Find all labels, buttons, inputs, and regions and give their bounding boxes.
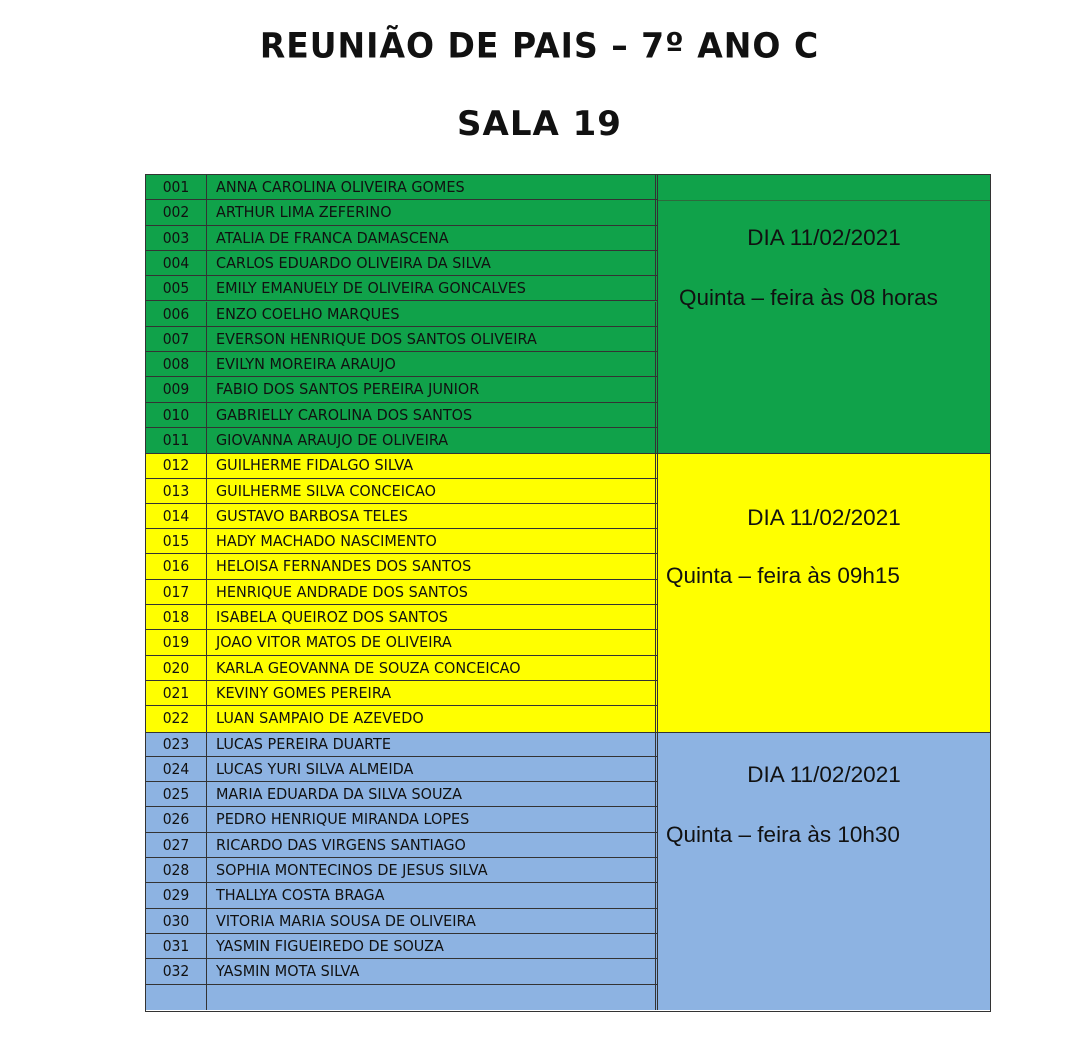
student-row (146, 352, 657, 377)
student-number: 026 (146, 807, 207, 831)
student-number: 001 (146, 175, 207, 199)
schedule-group (146, 732, 990, 1010)
student-name (207, 833, 656, 857)
student-name (207, 807, 656, 831)
student-name (207, 883, 656, 907)
schedule-info-panel (657, 453, 990, 731)
student-name (207, 858, 656, 882)
student-name (207, 175, 656, 199)
student-name (207, 630, 656, 654)
student-name (207, 656, 656, 680)
student-name-text: EVILYN MOREIRA ARAUJO (216, 355, 396, 374)
student-row (146, 276, 657, 301)
student-number: 008 (146, 352, 207, 376)
student-row (146, 605, 657, 630)
meeting-time: Quinta – feira às 08 horas (679, 285, 938, 310)
student-number (146, 985, 207, 1010)
student-name (207, 934, 656, 958)
student-name (207, 428, 656, 453)
student-name-text: ANNA CAROLINA OLIVEIRA GOMES (216, 178, 465, 196)
student-row (146, 630, 657, 655)
student-number: 012 (146, 453, 207, 477)
student-row (146, 554, 657, 579)
student-row (146, 985, 657, 1010)
student-name-text: KARLA GEOVANNA DE SOUZA CONCEICAO (216, 658, 521, 677)
student-row (146, 909, 657, 934)
page-title: REUNIÃO DE PAIS – 7º ANO C (259, 25, 820, 66)
schedule-group (146, 453, 990, 731)
student-number: 027 (146, 833, 207, 857)
student-name (207, 251, 656, 275)
student-name-text: GABRIELLY CAROLINA DOS SANTOS (216, 405, 473, 424)
student-name (207, 732, 656, 756)
student-number: 023 (146, 732, 207, 756)
student-row (146, 327, 657, 352)
student-name-text: YASMIN FIGUEIREDO DE SOUZA (216, 936, 444, 955)
student-name-text: THALLYA COSTA BRAGA (216, 886, 385, 905)
student-number: 010 (146, 403, 207, 427)
student-number: 009 (146, 377, 207, 401)
student-name-text: MARIA EDUARDA DA SILVA SOUZA (216, 785, 462, 804)
student-name (207, 504, 656, 528)
student-name (207, 605, 656, 629)
room-subtitle: SALA 19 (457, 104, 622, 144)
student-name (207, 580, 656, 604)
student-name (207, 529, 656, 553)
student-number: 014 (146, 504, 207, 528)
student-row (146, 251, 657, 276)
student-name-text: LUAN SAMPAIO DE AZEVEDO (216, 709, 424, 728)
student-name-text: SOPHIA MONTECINOS DE JESUS SILVA (216, 861, 488, 880)
student-schedule-table (145, 174, 991, 1012)
student-number: 028 (146, 858, 207, 882)
student-number: 018 (146, 605, 207, 629)
student-number: 013 (146, 479, 207, 503)
student-name-text: VITORIA MARIA SOUSA DE OLIVEIRA (216, 911, 476, 930)
meeting-time: Quinta – feira às 10h30 (666, 821, 900, 847)
student-name (207, 985, 656, 1010)
student-name-text: ATALIA DE FRANCA DAMASCENA (216, 228, 449, 247)
student-name (207, 276, 656, 300)
student-number: 004 (146, 251, 207, 275)
student-name-text: YASMIN MOTA SILVA (216, 962, 360, 981)
student-row (146, 858, 657, 883)
student-number: 029 (146, 883, 207, 907)
student-name (207, 352, 656, 376)
student-row (146, 175, 657, 200)
student-row (146, 959, 657, 984)
meeting-date: DIA 11/02/2021 (747, 761, 901, 787)
student-row (146, 757, 657, 782)
student-name (207, 681, 656, 705)
student-name (207, 959, 656, 983)
student-number: 011 (146, 428, 207, 453)
student-number: 030 (146, 909, 207, 933)
student-row (146, 226, 657, 251)
student-name (207, 479, 656, 503)
student-name (207, 200, 656, 224)
student-number: 015 (146, 529, 207, 553)
student-row (146, 580, 657, 605)
student-name-text: ENZO COELHO MARQUES (216, 304, 400, 323)
student-number: 003 (146, 226, 207, 250)
student-number: 006 (146, 302, 207, 326)
student-row (146, 782, 657, 807)
student-row (146, 681, 657, 706)
meeting-date: DIA 11/02/2021 (747, 505, 901, 531)
student-name (207, 226, 656, 250)
student-number: 022 (146, 706, 207, 731)
student-row (146, 807, 657, 832)
schedule-info-panel (657, 175, 990, 453)
student-number: 007 (146, 327, 207, 351)
student-row (146, 428, 657, 453)
student-number: 024 (146, 757, 207, 781)
student-number: 002 (146, 200, 207, 224)
student-name-text: PEDRO HENRIQUE MIRANDA LOPES (216, 810, 470, 829)
student-name (207, 327, 656, 351)
student-name (207, 757, 656, 781)
student-name-text: ARTHUR LIMA ZEFERINO (216, 203, 392, 222)
student-row (146, 656, 657, 681)
student-row (146, 833, 657, 858)
student-name-text: GUILHERME FIDALGO SILVA (216, 456, 414, 475)
group-divider (146, 732, 990, 733)
student-name (207, 706, 656, 731)
student-row (146, 504, 657, 529)
student-name-text: EVERSON HENRIQUE DOS SANTOS OLIVEIRA (216, 329, 537, 348)
student-name (207, 909, 656, 933)
student-name (207, 782, 656, 806)
student-row (146, 529, 657, 554)
student-name (207, 302, 656, 326)
student-row (146, 403, 657, 428)
student-name (207, 403, 656, 427)
student-name (207, 554, 656, 578)
student-row (146, 479, 657, 504)
student-name-text: FABIO DOS SANTOS PEREIRA JUNIOR (216, 380, 480, 399)
student-name-text: GUILHERME SILVA CONCEICAO (216, 481, 436, 500)
group-divider (146, 453, 990, 454)
student-name-text: RICARDO DAS VIRGENS SANTIAGO (216, 835, 466, 854)
student-row (146, 706, 657, 731)
student-number: 005 (146, 276, 207, 300)
student-row (146, 453, 657, 478)
student-number: 020 (146, 656, 207, 680)
student-name-text: LUCAS PEREIRA DUARTE (216, 734, 391, 753)
student-row (146, 732, 657, 757)
student-number: 017 (146, 580, 207, 604)
student-row (146, 934, 657, 959)
student-number: 019 (146, 630, 207, 654)
meeting-date: DIA 11/02/2021 (747, 225, 901, 250)
student-row (146, 200, 657, 225)
student-name-text: GUSTAVO BARBOSA TELES (216, 506, 408, 525)
student-name-text: EMILY EMANUELY DE OLIVEIRA GONCALVES (216, 279, 526, 298)
student-name-text: JOAO VITOR MATOS DE OLIVEIRA (216, 633, 452, 652)
student-name (207, 453, 656, 477)
student-name-text: HADY MACHADO NASCIMENTO (216, 532, 437, 551)
student-number: 032 (146, 959, 207, 983)
student-name-text: HELOISA FERNANDES DOS SANTOS (216, 557, 472, 576)
student-name-text: LUCAS YURI SILVA ALMEIDA (216, 759, 414, 778)
student-number: 031 (146, 934, 207, 958)
student-row (146, 302, 657, 327)
student-name-text: CARLOS EDUARDO OLIVEIRA DA SILVA (216, 253, 491, 272)
student-name (207, 377, 656, 401)
student-name-text: GIOVANNA ARAUJO DE OLIVEIRA (216, 431, 449, 449)
student-row (146, 377, 657, 402)
meeting-time: Quinta – feira às 09h15 (666, 563, 900, 589)
student-number: 021 (146, 681, 207, 705)
student-name-text: KEVINY GOMES PEREIRA (216, 683, 392, 702)
student-name-text: HENRIQUE ANDRADE DOS SANTOS (216, 582, 468, 601)
schedule-group (146, 175, 990, 453)
student-row (146, 883, 657, 908)
student-number: 016 (146, 554, 207, 578)
student-number: 025 (146, 782, 207, 806)
schedule-info-panel (657, 732, 990, 1010)
student-name-text: ISABELA QUEIROZ DOS SANTOS (216, 608, 448, 627)
